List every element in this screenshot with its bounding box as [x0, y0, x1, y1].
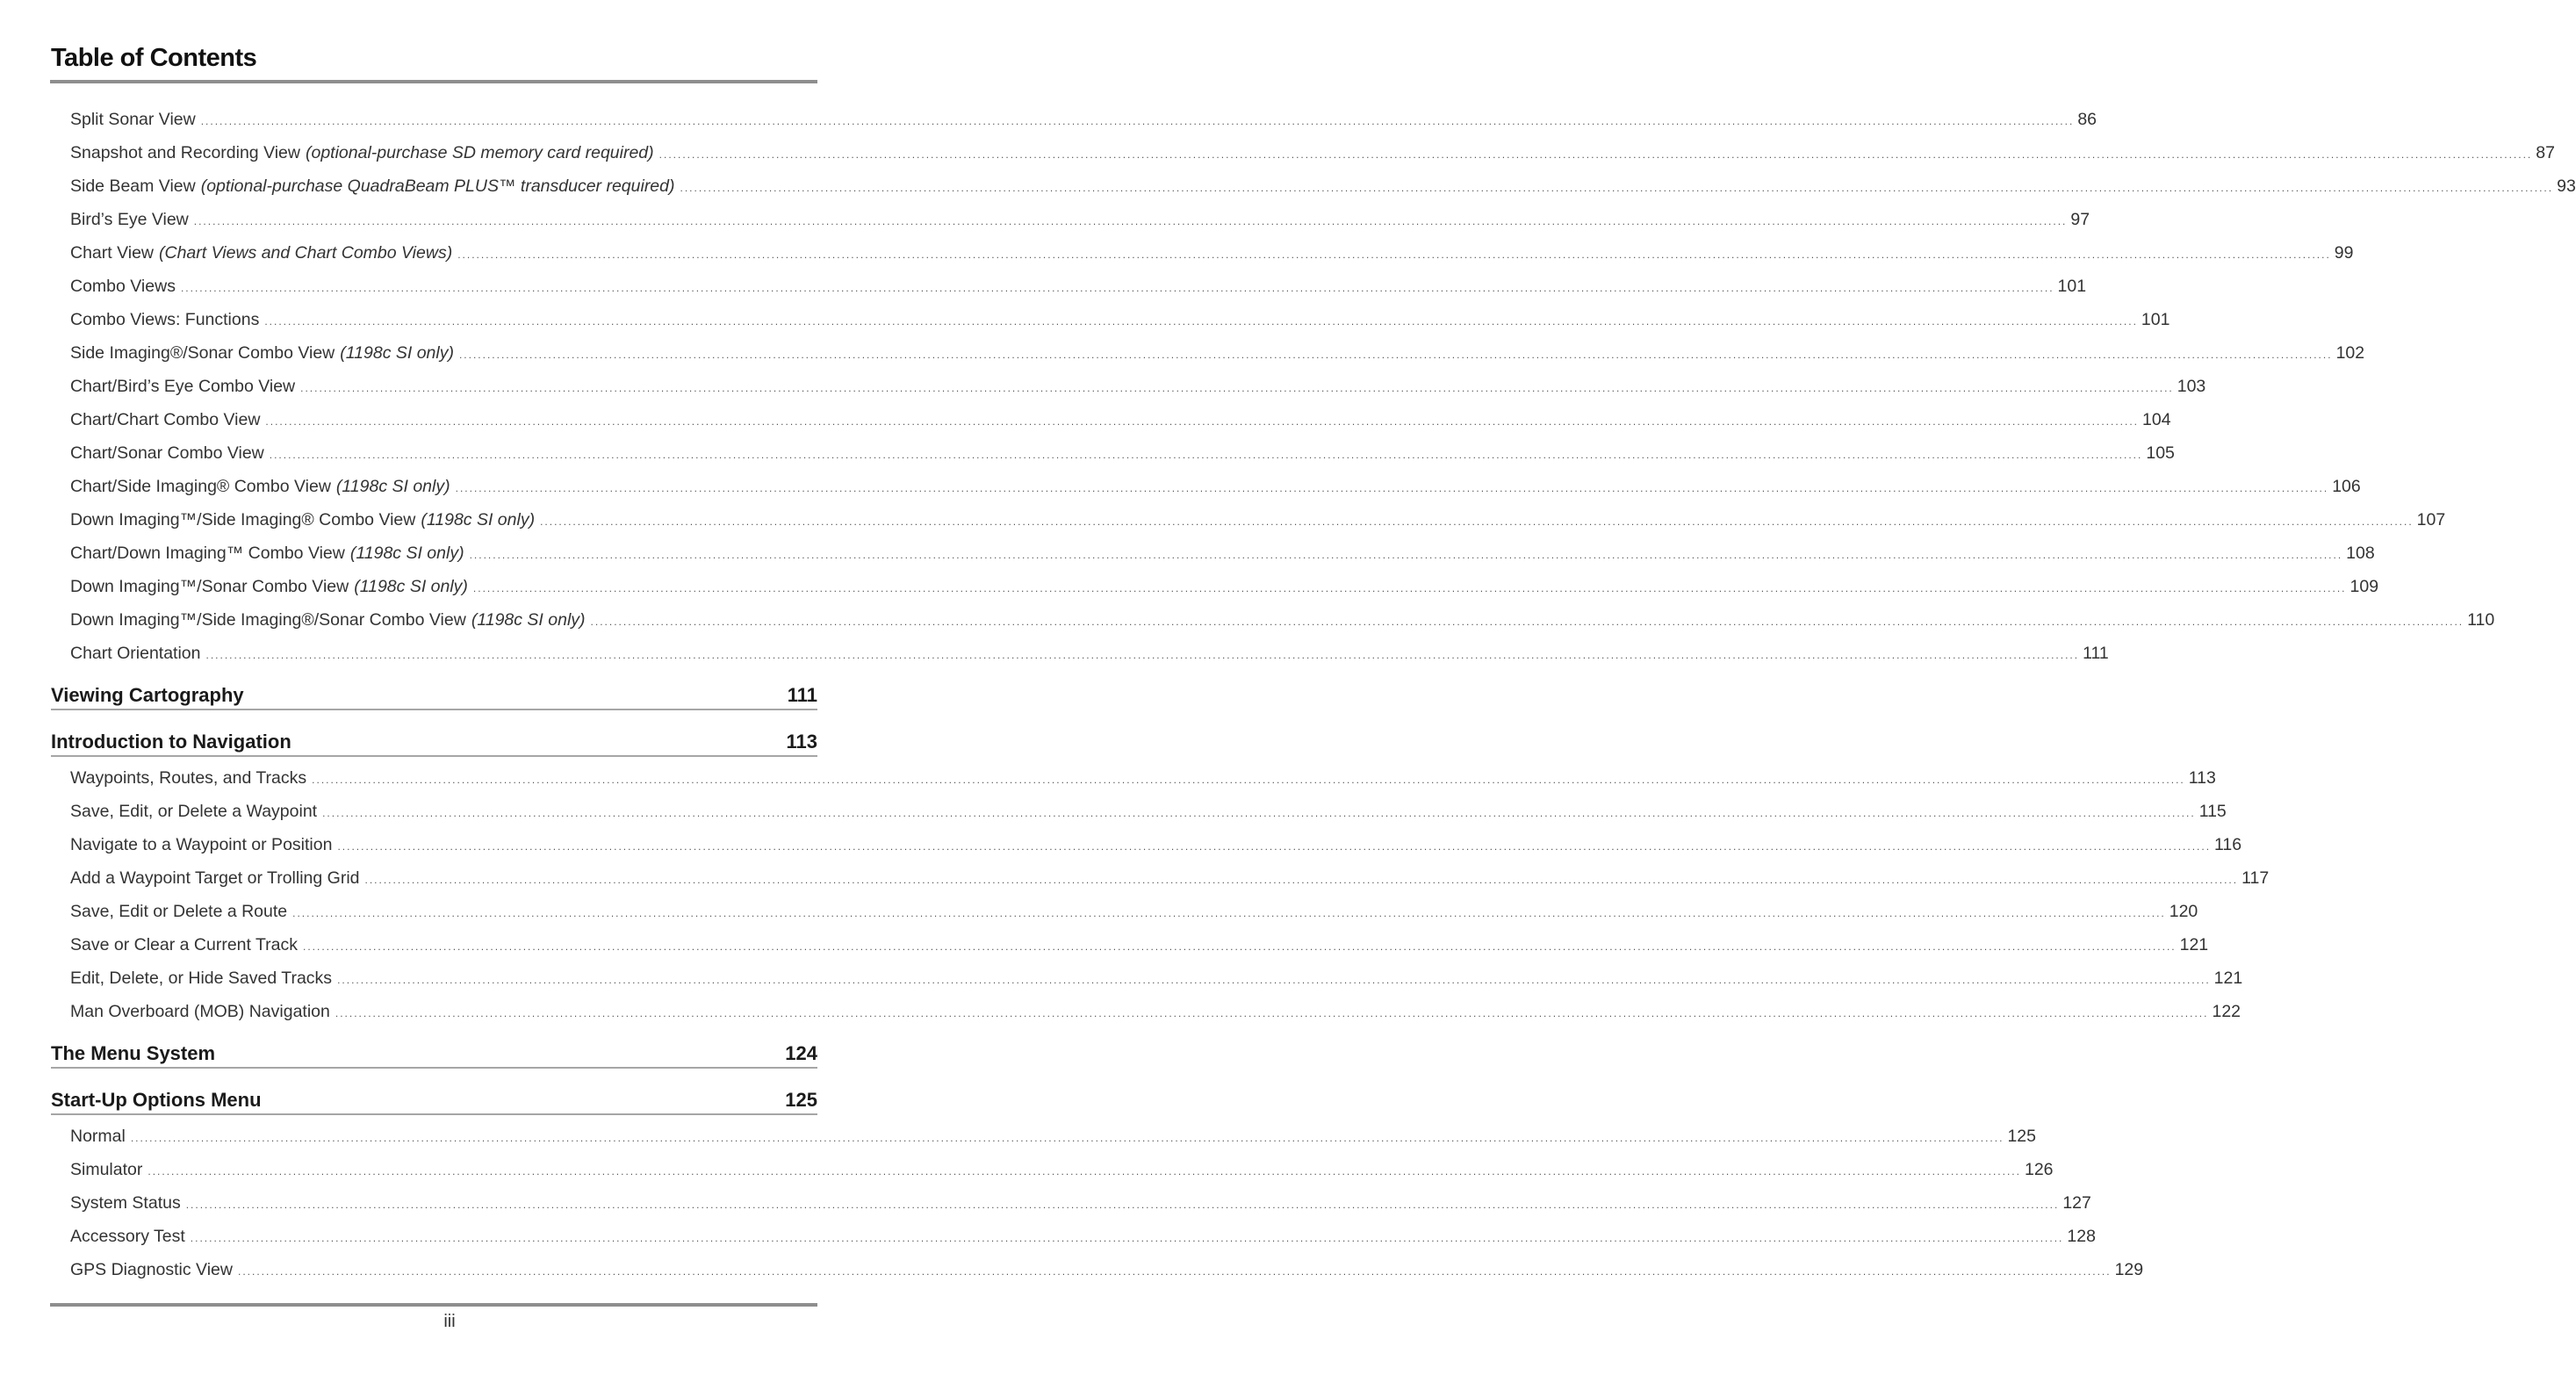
toc-entry-title: Man Overboard (MOB) Navigation: [70, 1002, 330, 1021]
toc-entry-title: Normal: [70, 1127, 126, 1146]
toc-entry[interactable]: [70, 641, 2109, 664]
toc-section-heading[interactable]: [51, 1042, 817, 1069]
toc-entry[interactable]: [70, 241, 2354, 263]
dot-leader: ................................................................................................................................................................................................................................................................................................................................................................................................................: [237, 1265, 2112, 1278]
toc-entry-title: Snapshot and Recording View: [70, 143, 300, 162]
toc-section-page: 111: [787, 684, 817, 706]
toc-entry-page: 106: [2332, 477, 2361, 496]
toc-section-title: Start-Up Options Menu: [51, 1089, 262, 1111]
toc-entry-title: Combo Views: Functions: [70, 310, 260, 329]
toc-entry-page: 116: [2214, 835, 2242, 854]
toc-entry-note: (1198c SI only): [349, 544, 464, 563]
dot-leader: ................................................................................................................................................................................................................................................................................................................................................................................................................: [469, 549, 2343, 561]
dot-leader: ................................................................................................................................................................................................................................................................................................................................................................................................................: [680, 182, 2554, 194]
toc-entry[interactable]: [70, 766, 2216, 789]
toc-entry[interactable]: [70, 1157, 2054, 1180]
toc-entry-page: 121: [2213, 969, 2243, 988]
toc-entry-page: 122: [2212, 1002, 2241, 1021]
toc-entry[interactable]: [70, 274, 2087, 297]
dot-leader: ................................................................................................................................................................................................................................................................................................................................................................................................................: [312, 774, 2185, 786]
toc-entry-title: Side Beam View: [70, 176, 196, 196]
toc-entry-title: Chart/Bird’s Eye Combo View: [70, 377, 296, 396]
toc-section-page: 124: [785, 1042, 817, 1064]
toc-entry-title: Split Sonar View: [70, 110, 196, 129]
toc-entry[interactable]: [70, 832, 2242, 855]
toc-entry-title: Down Imaging™/Side Imaging® Combo View: [70, 510, 416, 529]
toc-entry-page: 127: [2062, 1193, 2091, 1213]
toc-entry[interactable]: [70, 608, 2495, 630]
toc-entry-title: Save, Edit or Delete a Route: [70, 902, 288, 921]
dot-leader: ................................................................................................................................................................................................................................................................................................................................................................................................................: [457, 248, 2331, 261]
toc-entry-title: Chart/Down Imaging™ Combo View: [70, 544, 345, 563]
toc-entry-title: Down Imaging™/Side Imaging®/Sonar Combo View: [70, 610, 466, 630]
dot-leader: ................................................................................................................................................................................................................................................................................................................................................................................................................: [300, 382, 2174, 394]
toc-entry-page: 117: [2241, 868, 2270, 888]
toc-section-title: The Menu System: [51, 1042, 216, 1064]
toc-entry[interactable]: [70, 140, 2555, 163]
dot-leader: ................................................................................................................................................................................................................................................................................................................................................................................................................: [205, 649, 2080, 661]
toc-entry[interactable]: [70, 799, 2227, 822]
toc-entry-page: 115: [2198, 802, 2227, 821]
dot-leader: ................................................................................................................................................................................................................................................................................................................................................................................................................: [335, 1007, 2209, 1019]
dot-leader: ................................................................................................................................................................................................................................................................................................................................................................................................................: [269, 449, 2143, 461]
toc-entry[interactable]: [70, 574, 2379, 597]
dot-leader: ................................................................................................................................................................................................................................................................................................................................................................................................................: [540, 515, 2414, 528]
dot-leader: ................................................................................................................................................................................................................................................................................................................................................................................................................: [364, 874, 2239, 886]
toc-section-page: 125: [785, 1089, 817, 1111]
toc-entry[interactable]: [70, 508, 2446, 530]
toc-entry-title: Chart/Chart Combo View: [70, 410, 261, 429]
toc-entry-page: 126: [2024, 1160, 2054, 1179]
toc-entry[interactable]: [70, 307, 2170, 330]
toc-entry-title: Chart View: [70, 243, 155, 263]
toc-entry[interactable]: [70, 441, 2175, 464]
toc-entry[interactable]: [70, 407, 2171, 430]
dot-leader: ................................................................................................................................................................................................................................................................................................................................................................................................................: [337, 840, 2212, 853]
toc-entry-title: Save, Edit, or Delete a Waypoint: [70, 802, 318, 821]
toc-entry[interactable]: [70, 966, 2243, 989]
dot-leader: ................................................................................................................................................................................................................................................................................................................................................................................................................: [458, 349, 2333, 361]
toc-entry-page: 129: [2114, 1260, 2144, 1279]
toc-entry[interactable]: [70, 541, 2375, 564]
toc-entry-note: (Chart Views and Chart Combo Views): [159, 243, 453, 263]
toc-entry-title: Side Imaging®/Sonar Combo View: [70, 343, 335, 363]
toc-entry-page: 97: [2070, 210, 2090, 229]
dot-leader: ................................................................................................................................................................................................................................................................................................................................................................................................................: [130, 1132, 2004, 1144]
toc-entry-title: Down Imaging™/Sonar Combo View: [70, 577, 349, 596]
toc-entry-page: 101: [2057, 277, 2087, 296]
toc-entry-title: Chart/Sonar Combo View: [70, 443, 264, 463]
toc-entry[interactable]: [70, 474, 2361, 497]
toc-entry[interactable]: [70, 174, 2576, 197]
toc-entry-title: Combo Views: [70, 277, 176, 296]
page-number: iii: [443, 1312, 456, 1331]
toc-entry-page: 111: [2083, 644, 2109, 663]
toc-entry-note: (1198c SI only): [335, 477, 450, 496]
dot-leader: ................................................................................................................................................................................................................................................................................................................................................................................................................: [322, 807, 2196, 819]
toc-entry[interactable]: [70, 899, 2198, 922]
dot-leader: ................................................................................................................................................................................................................................................................................................................................................................................................................: [190, 1232, 2064, 1244]
toc-entry-page: 113: [2188, 768, 2216, 788]
dot-leader: ................................................................................................................................................................................................................................................................................................................................................................................................................: [337, 974, 2211, 986]
toc-entry-title: Simulator: [70, 1160, 143, 1179]
dot-leader: ................................................................................................................................................................................................................................................................................................................................................................................................................: [303, 940, 2177, 953]
toc-entry[interactable]: [70, 107, 2097, 130]
toc-section-heading[interactable]: [51, 1089, 817, 1115]
toc-section-heading[interactable]: [51, 731, 817, 757]
toc-section-page: 113: [786, 731, 817, 753]
toc-entry[interactable]: [70, 1224, 2096, 1247]
toc-entry-page: 107: [2416, 510, 2446, 529]
dot-leader: ................................................................................................................................................................................................................................................................................................................................................................................................................: [185, 1199, 2060, 1211]
toc-entry-page: 104: [2142, 410, 2171, 429]
toc-entry-title: Accessory Test: [70, 1227, 185, 1246]
toc-entry-page: 93: [2557, 176, 2576, 196]
dot-leader: ................................................................................................................................................................................................................................................................................................................................................................................................................: [658, 148, 2533, 161]
dot-leader: ................................................................................................................................................................................................................................................................................................................................................................................................................: [292, 907, 2166, 919]
toc-entry-page: 109: [2349, 577, 2379, 596]
title-rule: [50, 80, 817, 83]
toc-entry-page: 103: [2177, 377, 2206, 396]
toc-entry-title: Waypoints, Routes, and Tracks: [70, 768, 307, 788]
toc-entry-page: 86: [2077, 110, 2097, 129]
dot-leader: ................................................................................................................................................................................................................................................................................................................................................................................................................: [590, 616, 2464, 628]
toc-entry-page: 125: [2007, 1127, 2036, 1146]
toc-section-heading[interactable]: [51, 684, 817, 710]
toc-entry-note: (1198c SI only): [340, 343, 454, 363]
toc-entry[interactable]: [70, 933, 2209, 955]
toc-entry-page: 110: [2467, 610, 2495, 630]
toc-section-title: Introduction to Navigation: [51, 731, 291, 753]
dot-leader: ................................................................................................................................................................................................................................................................................................................................................................................................................: [264, 315, 2138, 328]
toc-entry-title: Chart/Side Imaging® Combo View: [70, 477, 331, 496]
dot-leader: ................................................................................................................................................................................................................................................................................................................................................................................................................: [265, 415, 2139, 428]
toc-entry-note: (optional-purchase QuadraBeam PLUS™ transducer required): [200, 176, 675, 196]
toc-entry-title: System Status: [70, 1193, 181, 1213]
dot-leader: ................................................................................................................................................................................................................................................................................................................................................................................................................: [472, 582, 2347, 594]
page-title: Table of Contents: [51, 44, 257, 72]
toc-entry-title: GPS Diagnostic View: [70, 1260, 233, 1279]
toc-entry-title: Bird’s Eye View: [70, 210, 189, 229]
dot-leader: ................................................................................................................................................................................................................................................................................................................................................................................................................: [148, 1165, 2021, 1178]
toc-entry-note: (optional-purchase SD memory card required): [305, 143, 654, 162]
toc-entry[interactable]: [70, 374, 2206, 397]
toc-entry[interactable]: [70, 866, 2270, 889]
toc-entry-page: 101: [2141, 310, 2170, 329]
toc-entry[interactable]: [70, 1257, 2144, 1280]
dot-leader: ................................................................................................................................................................................................................................................................................................................................................................................................................: [200, 115, 2075, 127]
toc-section-title: Viewing Cartography: [51, 684, 244, 706]
toc-entry[interactable]: [70, 1124, 2036, 1147]
toc-entry-title: Edit, Delete, or Hide Saved Tracks: [70, 969, 333, 988]
dot-leader: ................................................................................................................................................................................................................................................................................................................................................................................................................: [455, 482, 2329, 494]
toc-entry[interactable]: [70, 207, 2090, 230]
toc-entry-page: 121: [2179, 935, 2209, 954]
toc-entry-note: (1198c SI only): [471, 610, 586, 630]
toc-entry-page: 87: [2536, 143, 2555, 162]
toc-entry[interactable]: [70, 1191, 2091, 1214]
toc-entry-page: 108: [2346, 544, 2375, 563]
toc-entry-title: Add a Waypoint Target or Trolling Grid: [70, 868, 360, 888]
toc-entry-title: Navigate to a Waypoint or Position: [70, 835, 333, 854]
toc-entry-page: 99: [2334, 243, 2354, 263]
toc-entry[interactable]: [70, 999, 2241, 1022]
footer-rule: [50, 1303, 817, 1307]
toc-entry-page: 128: [2067, 1227, 2096, 1246]
toc-entry[interactable]: [70, 341, 2365, 364]
toc-entry-page: 105: [2146, 443, 2175, 463]
toc-entry-note: (1198c SI only): [421, 510, 536, 529]
toc-entry-page: 120: [2169, 902, 2198, 921]
toc-entry-title: Save or Clear a Current Track: [70, 935, 299, 954]
toc-entry-title: Chart Orientation: [70, 644, 201, 663]
toc-entry-note: (1198c SI only): [354, 577, 468, 596]
toc-entry-page: 102: [2335, 343, 2365, 363]
dot-leader: ................................................................................................................................................................................................................................................................................................................................................................................................................: [193, 215, 2068, 227]
dot-leader: ................................................................................................................................................................................................................................................................................................................................................................................................................: [180, 282, 2054, 294]
